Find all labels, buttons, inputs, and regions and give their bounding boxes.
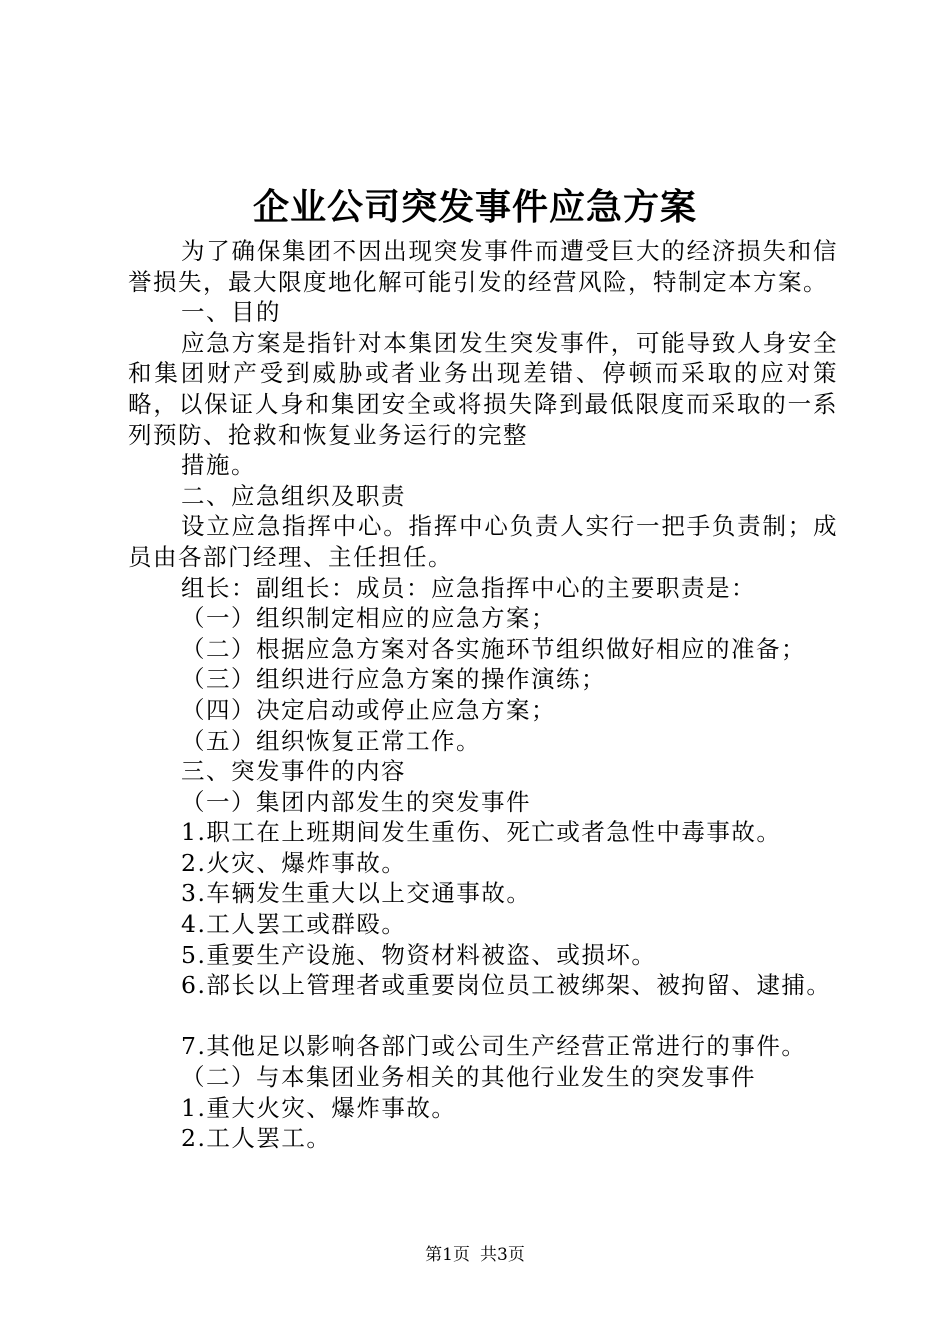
list-item: 3.车辆发生重大以上交通事故。 <box>181 879 532 908</box>
list-item: 2.火灾、爆炸事故。 <box>181 848 407 877</box>
heading-event-content: 三、突发事件的内容 <box>181 757 406 786</box>
paragraph-purpose: 应急方案是指针对本集团发生突发事件，可能导致人身安全和集团财产受到威胁或者业务出现差错、停顿而采取的应对策略，以保证人身和集团安全或将损失降到最低限度而采取的一系列预防、抢救和恢复业务运行的完整 <box>128 328 838 449</box>
list-item: 5.重要生产设施、物资材料被盗、或损坏。 <box>181 940 657 969</box>
paragraph-command-center: 设立应急指挥中心。指挥中心负责人实行一把手负责制；成员由各部门经理、主任担任。 <box>128 512 838 571</box>
list-item: （二）根据应急方案对各实施环节组织做好相应的准备； <box>181 634 806 663</box>
paragraph-roles: 组长：副组长：成员：应急指挥中心的主要职责是： <box>181 573 756 602</box>
list-item: （五）组织恢复正常工作。 <box>181 726 481 755</box>
list-item: 2.工人罢工。 <box>181 1124 332 1153</box>
heading-organization: 二、应急组织及职责 <box>181 481 406 510</box>
paragraph-intro: 为了确保集团不因出现突发事件而遭受巨大的经济损失和信誉损失，最大限度地化解可能引发的经营风险，特制定本方案。 <box>128 237 838 296</box>
heading-purpose: 一、目的 <box>181 298 281 327</box>
list-item: （三）组织进行应急方案的操作演练； <box>181 665 606 694</box>
subheading-internal-events: （一）集团内部发生的突发事件 <box>181 787 531 816</box>
list-item: 7.其他足以影响各部门或公司生产经营正常进行的事件。 <box>181 1032 807 1061</box>
list-item: 1.重大火灾、爆炸事故。 <box>181 1093 457 1122</box>
paragraph-measures: 措施。 <box>181 451 256 480</box>
list-item: 1.职工在上班期间发生重伤、死亡或者急性中毒事故。 <box>181 818 782 847</box>
page-number: 第1页 <box>425 1245 470 1265</box>
paragraph-spacer <box>128 1001 838 1032</box>
list-item: 4.工人罢工或群殴。 <box>181 910 407 939</box>
page-total: 共3页 <box>480 1245 525 1265</box>
document-body <box>128 236 838 1154</box>
page-footer <box>0 1243 950 1267</box>
subheading-external-events: （二）与本集团业务相关的其他行业发生的突发事件 <box>181 1063 756 1092</box>
list-item: （四）决定启动或停止应急方案； <box>181 695 556 724</box>
document-title: 企业公司突发事件应急方案 <box>252 187 697 228</box>
list-item: 6.部长以上管理者或重要岗位员工被绑架、被拘留、逮捕。 <box>181 971 832 1000</box>
list-item: （一）组织制定相应的应急方案； <box>181 604 556 633</box>
